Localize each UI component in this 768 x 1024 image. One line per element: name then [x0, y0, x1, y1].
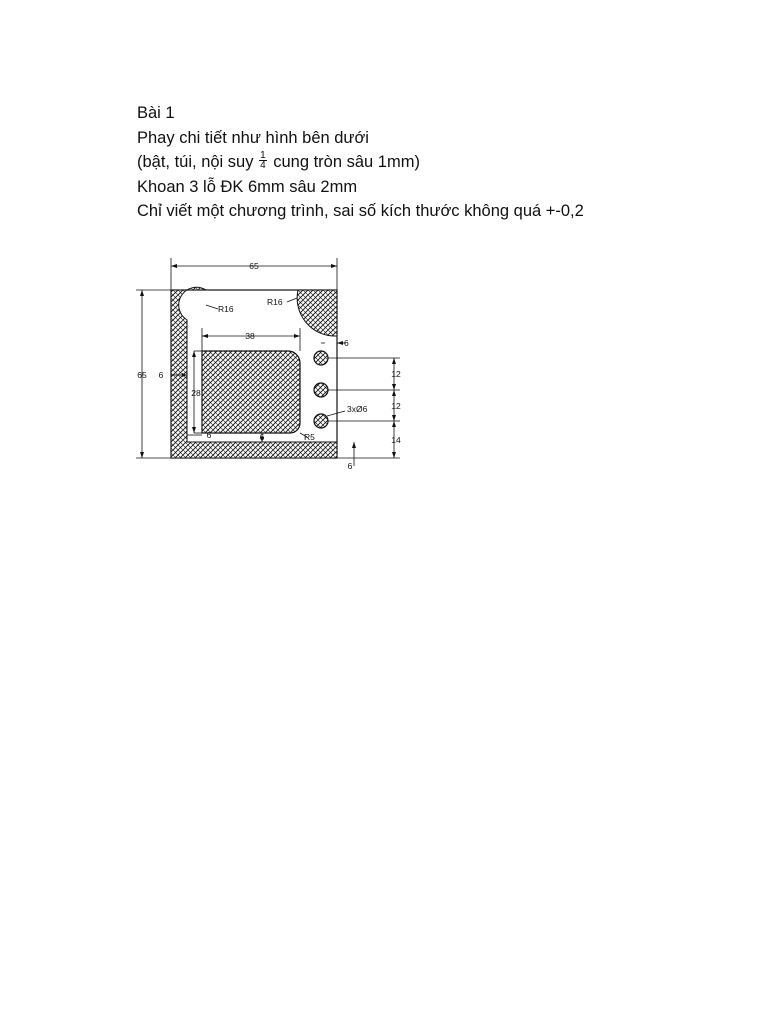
- dim-pocket-offset-6: 6: [206, 430, 212, 440]
- dim-hole-pitch-12b: 12: [391, 401, 401, 411]
- instruction-line-2-suffix: cung tròn sâu 1mm): [273, 153, 420, 171]
- technical-drawing: [128, 250, 418, 480]
- label-r16-right: R16: [267, 297, 283, 307]
- dim-pocket-bottom-6: 6: [259, 432, 265, 442]
- exercise-title: Bài 1: [137, 104, 175, 122]
- pocket: [202, 351, 300, 433]
- dim-pocket-width-38: 38: [245, 331, 255, 341]
- quarter-fraction: [259, 151, 267, 170]
- instruction-line-2: [137, 150, 584, 175]
- dim-hole-offset-6: 6: [344, 338, 349, 348]
- label-r5: R5: [304, 432, 315, 442]
- dim-left-6: 6: [158, 370, 164, 380]
- instruction-line-3: Khoan 3 lỗ ĐK 6mm sâu 2mm: [137, 177, 358, 196]
- exercise-text: [137, 101, 584, 224]
- instruction-line-1: Phay chi tiết như hình bên dưới: [137, 128, 369, 147]
- instruction-line-4: Chỉ viết một chương trình, sai số kích thước không quá +-0,2: [137, 202, 584, 220]
- corner-region: [297, 290, 337, 336]
- instruction-line-2-prefix: (bật, túi, nội suy: [137, 153, 254, 171]
- dim-height-65: 65: [137, 370, 147, 380]
- fraction-denominator: 4: [260, 160, 266, 172]
- hole-3: [314, 414, 328, 428]
- dim-width-65: 65: [249, 261, 259, 271]
- label-holes: 3xØ6: [347, 404, 368, 414]
- dim-bottom-6: 6: [347, 461, 353, 471]
- dim-hole-pitch-12a: 12: [391, 369, 401, 379]
- dim-hole-bottom-14: 14: [391, 435, 401, 445]
- label-r16-left: R16: [218, 304, 234, 314]
- fraction-numerator: 1: [260, 150, 266, 162]
- hole-1: [314, 351, 328, 365]
- dim-pocket-height-28: 28: [191, 388, 201, 398]
- hole-2: [314, 383, 328, 397]
